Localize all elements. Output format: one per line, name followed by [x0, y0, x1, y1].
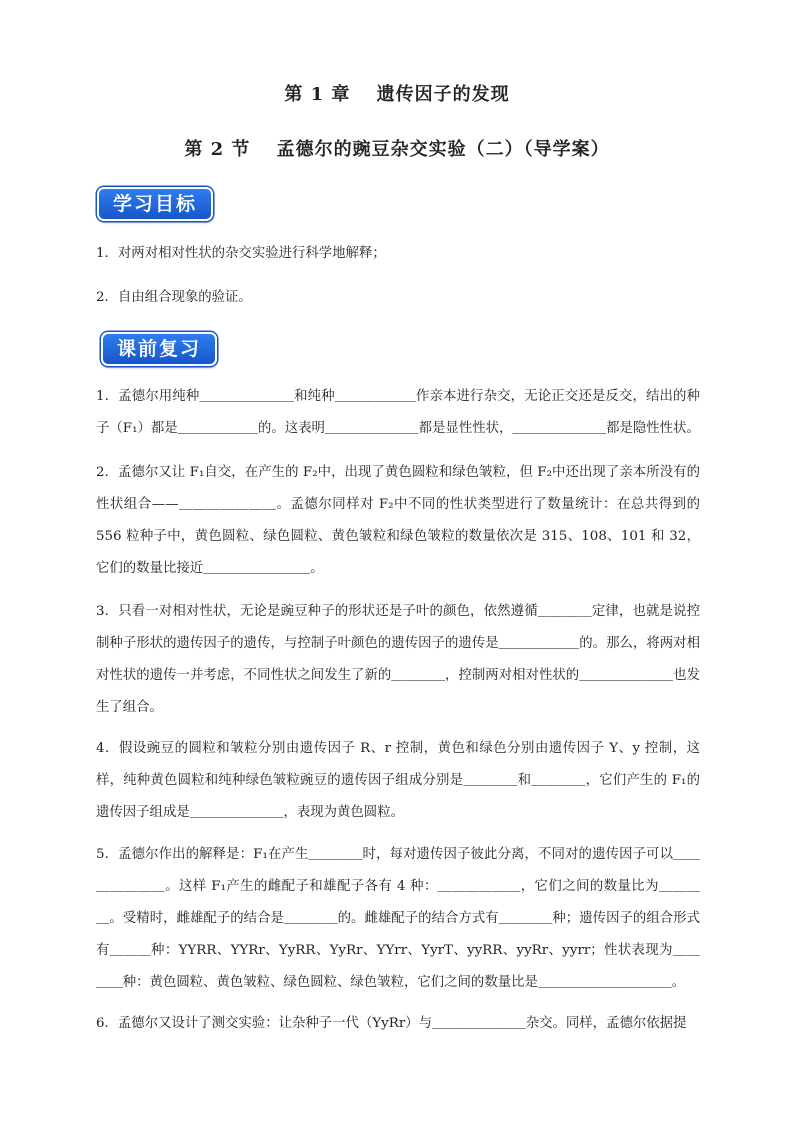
section-title: 第 2 节 孟德尔的豌豆杂交实验（二）（导学案） — [184, 139, 610, 160]
review-section-badge: 课前复习 — [101, 332, 217, 366]
question-6: 6．孟德尔又设计了测交实验：让杂种子一代（YyRr）与＿＿＿＿＿＿＿杂交。同样，孟德尔依据提 — [96, 1016, 687, 1031]
question-4: 4．假设豌豆的圆粒和皱粒分别由遗传因子 R、r 控制，黄色和绿色分别由遗传因子 Y、y 控制，这样，纯种黄色圆粒和纯种绿色皱粒豌豆的遗传因子组成分别是＿＿＿＿和＿＿＿＿，它们产生的 F₁的遗传因子组成是＿＿＿＿＿＿＿，表现为黄色圆粒。 — [96, 741, 700, 820]
goal-item: 2．自由组合现象的验证。 — [96, 290, 252, 305]
goals-section-badge: 学习目标 — [97, 187, 213, 221]
question-2: 2．孟德尔又让 F₁自交，在产生的 F₂中，出现了黄色圆粒和绿色皱粒，但 F₂中还出现了亲本所没有的性状组合——＿＿＿＿＿＿＿。孟德尔同样对 F₂中不同的性状类型进行了数量统计：在总共得到的 556 粒种子中，黄色圆粒、绿色圆粒、黄色皱粒和绿色皱粒的数量依次是 315、108、101 和 32，它们的数量比接近＿＿＿＿＿＿＿＿。 — [96, 465, 700, 576]
goal-item: 1．对两对相对性状的杂交实验进行科学地解释； — [96, 246, 386, 261]
question-1: 1．孟德尔用纯种＿＿＿＿＿＿＿和纯种＿＿＿＿＿＿作亲本进行杂交，无论正交还是反交，结出的种子（F₁）都是＿＿＿＿＿＿的。这表明＿＿＿＿＿＿＿都是显性性状，＿＿＿＿＿＿＿都是隐性性状。 — [96, 389, 700, 436]
question-3: 3．只看一对相对性状，无论是豌豆种子的形状还是子叶的颜色，依然遵循＿＿＿＿定律，也就是说控制种子形状的遗传因子的遗传，与控制子叶颜色的遗传因子的遗传是＿＿＿＿＿＿的。那么，将两对相对性状的遗传一并考虑，不同性状之间发生了新的＿＿＿＿，控制两对相对性状的＿＿＿＿＿＿＿也发生了组合。 — [96, 604, 700, 715]
chapter-title: 第 1 章 遗传因子的发现 — [284, 84, 510, 105]
question-5: 5．孟德尔作出的解释是：F₁在产生＿＿＿＿时，每对遗传因子彼此分离，不同对的遗传因子可以＿＿＿＿＿＿＿。这样 F₁产生的雌配子和雄配子各有 4 种：＿＿＿＿＿＿，它们之间的数量比为＿＿＿＿。受精时，雌雄配子的结合是＿＿＿＿的。雌雄配子的结合方式有＿＿＿＿种；遗传因子的组合形式有＿＿＿种：YYRR、YYRr、YyRR、YyRr、YYrr、YyrT、yyRR、yyRr、yyrr；性状表现为＿＿＿＿种：黄色圆粒、黄色皱粒、绿色圆粒、绿色皱粒，它们之间的数量比是＿＿＿＿＿＿＿＿＿＿。 — [96, 847, 700, 990]
